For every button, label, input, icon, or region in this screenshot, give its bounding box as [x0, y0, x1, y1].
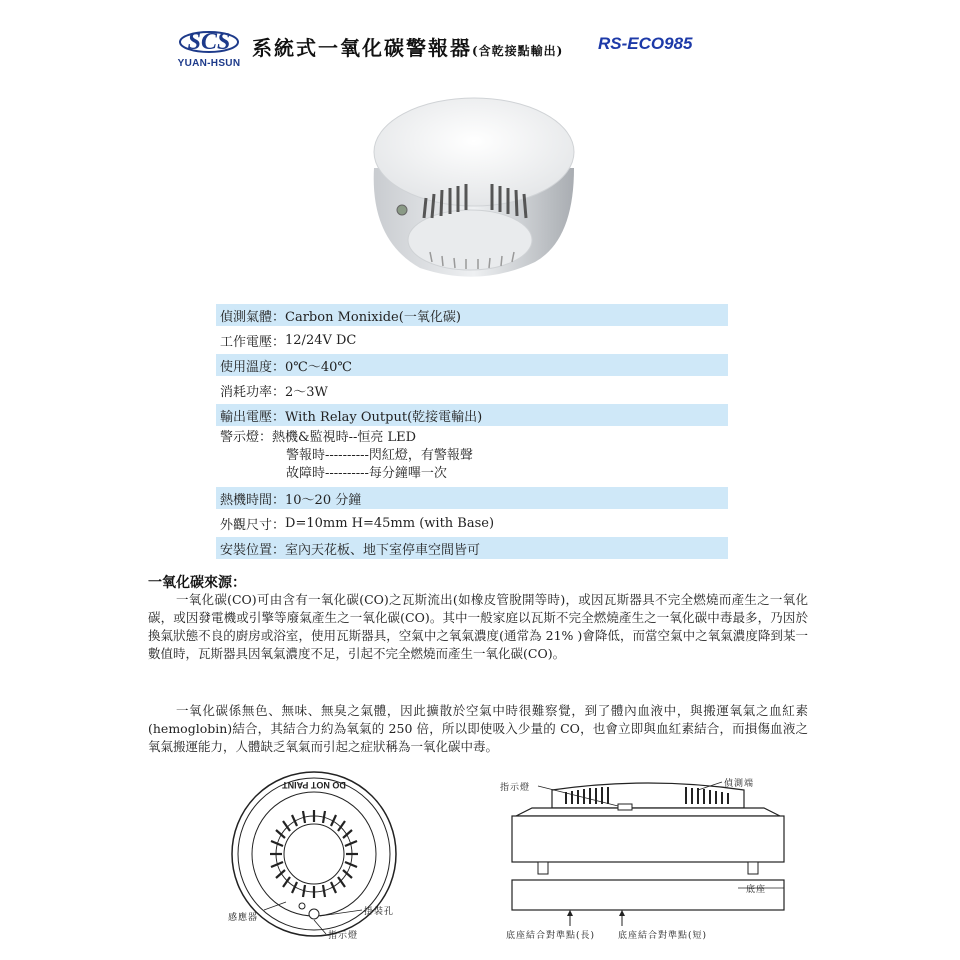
spec-value: With Relay Output(乾接電輸出)	[285, 409, 483, 425]
svg-text:SCS: SCS	[187, 29, 231, 55]
bottom-view-diagram	[224, 768, 404, 948]
side-view-drawing	[498, 768, 798, 948]
title-main: 系統式一氧化碳警報器	[252, 36, 472, 60]
spec-row-warmup	[216, 487, 728, 509]
indicator-line: 熱機&監視時--恒亮 LED	[272, 430, 417, 445]
label-indicator-led: 指示燈	[328, 931, 359, 941]
do-not-paint-stamp: DO NOT PAINT	[282, 780, 346, 790]
spec-value: D=10mm H=45mm (with Base)	[285, 515, 495, 531]
paragraph-text: 一氧化碳(CO)可由含有一氧化碳(CO)之瓦斯流出(如橡皮管脫開等時)，或因瓦斯器具不完全燃燒而產生之一氧化碳，或因發電機或引擎等廢氣產生之一氧化碳(CO)。其中一般家庭以瓦斯不完全燃燒產生之一氧化碳中毒最多，乃因於換氣狀態不良的廚房或浴室，使用瓦斯器具，空氣中之氧氣濃度(通常為 21% )會降低，而當空氣中之氧氣濃度降到某一數值時，瓦斯器具因氧氣濃度不足，引起不完全燃燒而產生一氧化碳(CO)。	[148, 592, 808, 661]
scs-logo-icon	[178, 24, 240, 58]
spec-row-voltage	[216, 329, 728, 351]
spec-row-output	[216, 404, 728, 426]
label-sensor: 感應器	[228, 913, 259, 923]
spec-row-temperature	[216, 354, 728, 376]
spec-value: Carbon Monixide(一氧化碳)	[285, 309, 461, 325]
spec-key: 外觀尺寸：	[220, 517, 286, 533]
spec-row-indicator	[216, 429, 728, 483]
paragraph	[148, 591, 808, 663]
section-title: 一氧化碳來源：	[148, 575, 246, 591]
spec-key: 輸出電壓：	[220, 409, 286, 425]
spec-key: 熱機時間：	[220, 492, 286, 508]
spec-value: 10～20 分鐘	[285, 492, 362, 508]
label-align-short: 底座結合對準點(短)	[618, 931, 708, 941]
spec-key: 使用溫度：	[220, 359, 286, 375]
spec-key: 工作電壓：	[220, 334, 286, 350]
spec-row-installation	[216, 537, 728, 559]
label-align-long: 底座結合對準點(長)	[506, 931, 596, 941]
spec-row-power	[216, 379, 728, 401]
label-detection-end: 偵測端	[724, 779, 755, 789]
indicator-line: 故障時----------每分鐘嗶一次	[286, 466, 447, 481]
title-note: (含乾接點輸出)	[472, 44, 564, 58]
spec-value: 2～3W	[285, 384, 328, 400]
spec-key: 偵測氣體：	[220, 309, 286, 325]
brand-logo	[172, 24, 246, 72]
paragraph	[148, 702, 808, 756]
label-mount-hole: 掛裝孔	[364, 907, 395, 917]
spec-key: 安裝位置：	[220, 542, 286, 558]
spec-key: 警示燈：	[220, 430, 273, 445]
spec-value: 室內天花板、地下室停車空間皆可	[285, 542, 481, 558]
model-number: RS-ECO985	[598, 34, 693, 53]
label-indicator-led: 指示燈	[500, 783, 531, 793]
spec-row-gas	[216, 304, 728, 326]
side-view-diagram	[498, 768, 798, 948]
paragraph-text: 一氧化碳係無色、無味、無臭之氣體，因此擴散於空氣中時很難察覺，到了體內血液中，與搬運氧氣之血紅素(hemoglobin)結合，其結合力約為氧氣的 250 倍，所以即使吸入少量的 CO，也會立即與血紅素結合，而損傷血液之氧氣搬運能力，人體缺乏氧氣而引起之症狀稱為一氧化碳中毒。	[148, 703, 808, 754]
spec-table	[216, 304, 728, 562]
label-base: 底座	[746, 885, 767, 895]
spec-key: 消耗功率：	[220, 384, 286, 400]
page-title	[252, 32, 563, 61]
spec-value: 12/24V DC	[285, 332, 357, 348]
spec-row-dimensions	[216, 512, 728, 534]
product-photo	[360, 90, 590, 290]
logo-subtitle: YUAN-HSUN	[177, 58, 241, 69]
spec-value: 0℃～40℃	[285, 359, 352, 375]
indicator-line: 警報時----------閃紅燈，有警報聲	[286, 448, 473, 463]
